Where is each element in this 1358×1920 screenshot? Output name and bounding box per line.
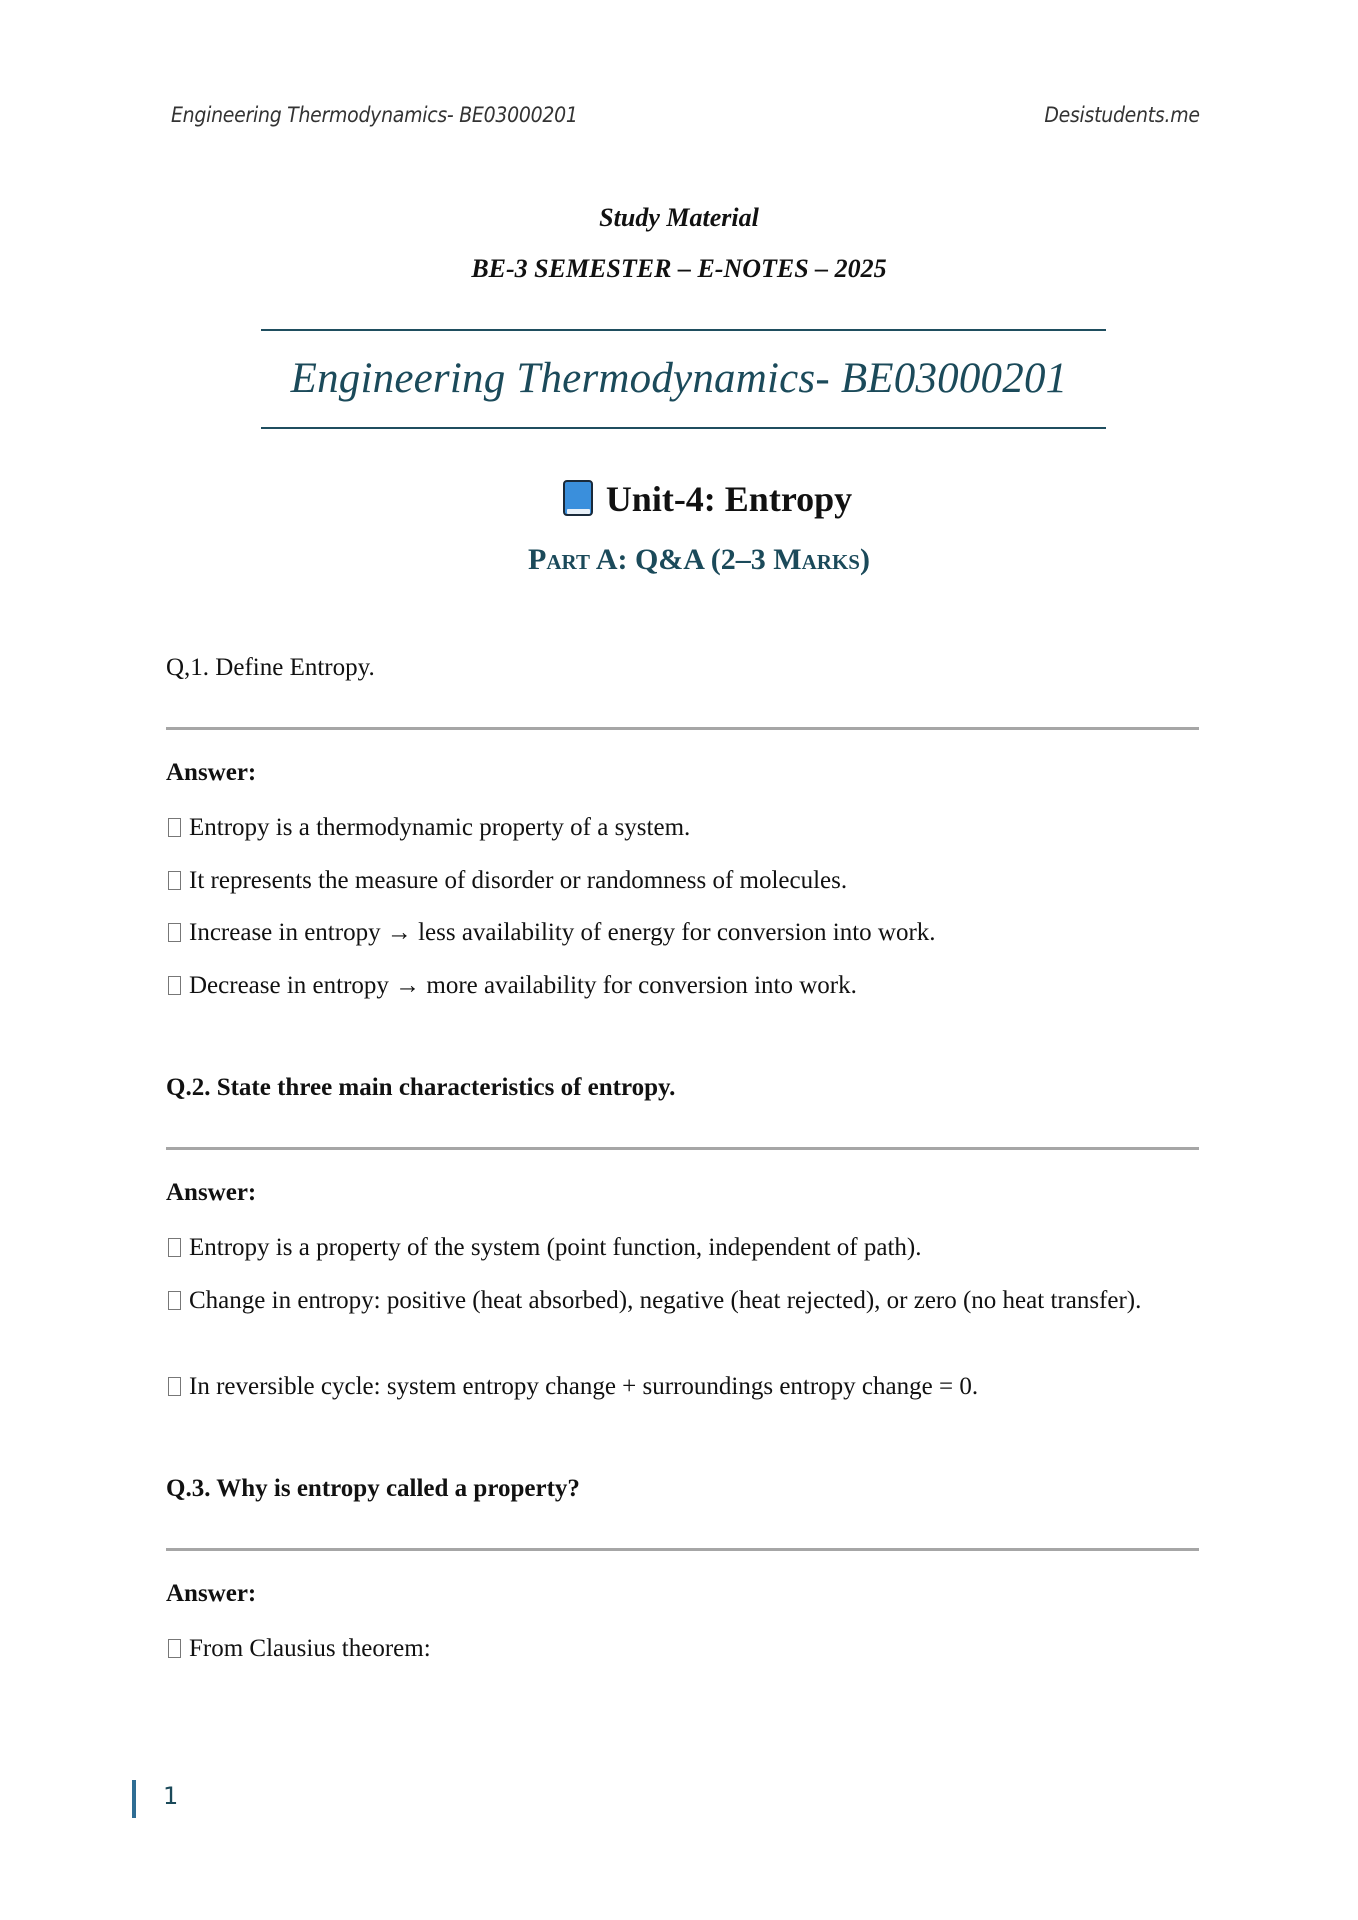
answer-1-bullet — [166, 811, 1206, 844]
unit-heading-text: Unit-4: Entropy — [605, 479, 853, 519]
blue-book-icon — [562, 480, 596, 518]
answer-2-bullet — [166, 1284, 1156, 1317]
semester-line: BE-3 SEMESTER – E-NOTES – 2025 — [471, 254, 887, 283]
question-2: Q.2. State three main characteristics of entropy. — [166, 1074, 676, 1101]
course-title: Engineering Thermodynamics- BE03000201 — [290, 355, 1068, 402]
answer-1-bullet — [166, 864, 1206, 897]
missing-glyph-box-icon — [168, 1377, 181, 1396]
answer-3-label: Answer: — [166, 1580, 257, 1607]
bullet-text: It represents the measure of disorder or randomness of molecules. — [189, 867, 848, 894]
page-number-bar — [132, 1780, 136, 1818]
bullet-text: In reversible cycle: system entropy change + surroundings entropy change = 0. — [189, 1373, 979, 1400]
question-1: Q,1. Define Entropy. — [166, 654, 375, 681]
title-top-rule — [261, 329, 1106, 331]
question-1-rule — [166, 727, 1199, 730]
missing-glyph-box-icon — [168, 1291, 181, 1310]
missing-glyph-box-icon — [168, 871, 181, 890]
answer-2-label: Answer: — [166, 1179, 257, 1206]
running-header-course: Engineering Thermodynamics- BE03000201 — [171, 103, 578, 127]
bullet-text: Entropy is a property of the system (point function, independent of path). — [189, 1234, 922, 1261]
question-2-rule — [166, 1147, 1199, 1150]
page-number: 1 — [163, 1782, 179, 1810]
missing-glyph-box-icon — [168, 976, 181, 995]
missing-glyph-box-icon — [168, 1238, 181, 1257]
part-heading: Part A: Q&A (2–3 Marks) — [528, 543, 870, 576]
question-3: Q.3. Why is entropy called a property? — [166, 1475, 580, 1502]
answer-2-bullet — [166, 1231, 1206, 1264]
bullet-text: Entropy is a thermodynamic property of a system. — [189, 814, 691, 841]
title-bottom-rule — [261, 427, 1106, 429]
answer-3-bullet — [166, 1632, 1206, 1665]
running-header — [171, 100, 1200, 130]
missing-glyph-box-icon — [168, 818, 181, 837]
bullet-text: Decrease in entropy → more availability for conversion into work. — [189, 972, 857, 999]
unit-heading — [0, 478, 1358, 520]
bullet-text: Increase in entropy → less availability of energy for conversion into work. — [189, 919, 936, 946]
answer-1-label: Answer: — [166, 759, 257, 786]
study-material-label: Study Material — [599, 203, 759, 232]
answer-2-bullet — [166, 1370, 1206, 1403]
missing-glyph-box-icon — [168, 923, 181, 942]
bullet-text: From Clausius theorem: — [189, 1635, 431, 1662]
answer-1-bullet — [166, 969, 1206, 1002]
question-3-rule — [166, 1548, 1199, 1551]
missing-glyph-box-icon — [168, 1639, 181, 1658]
answer-1-bullet — [166, 916, 1206, 949]
bullet-text: Change in entropy: positive (heat absorbed), negative (heat rejected), or zero (no heat transfer). — [189, 1287, 1142, 1314]
running-header-site: Desistudents.me — [1044, 103, 1200, 127]
